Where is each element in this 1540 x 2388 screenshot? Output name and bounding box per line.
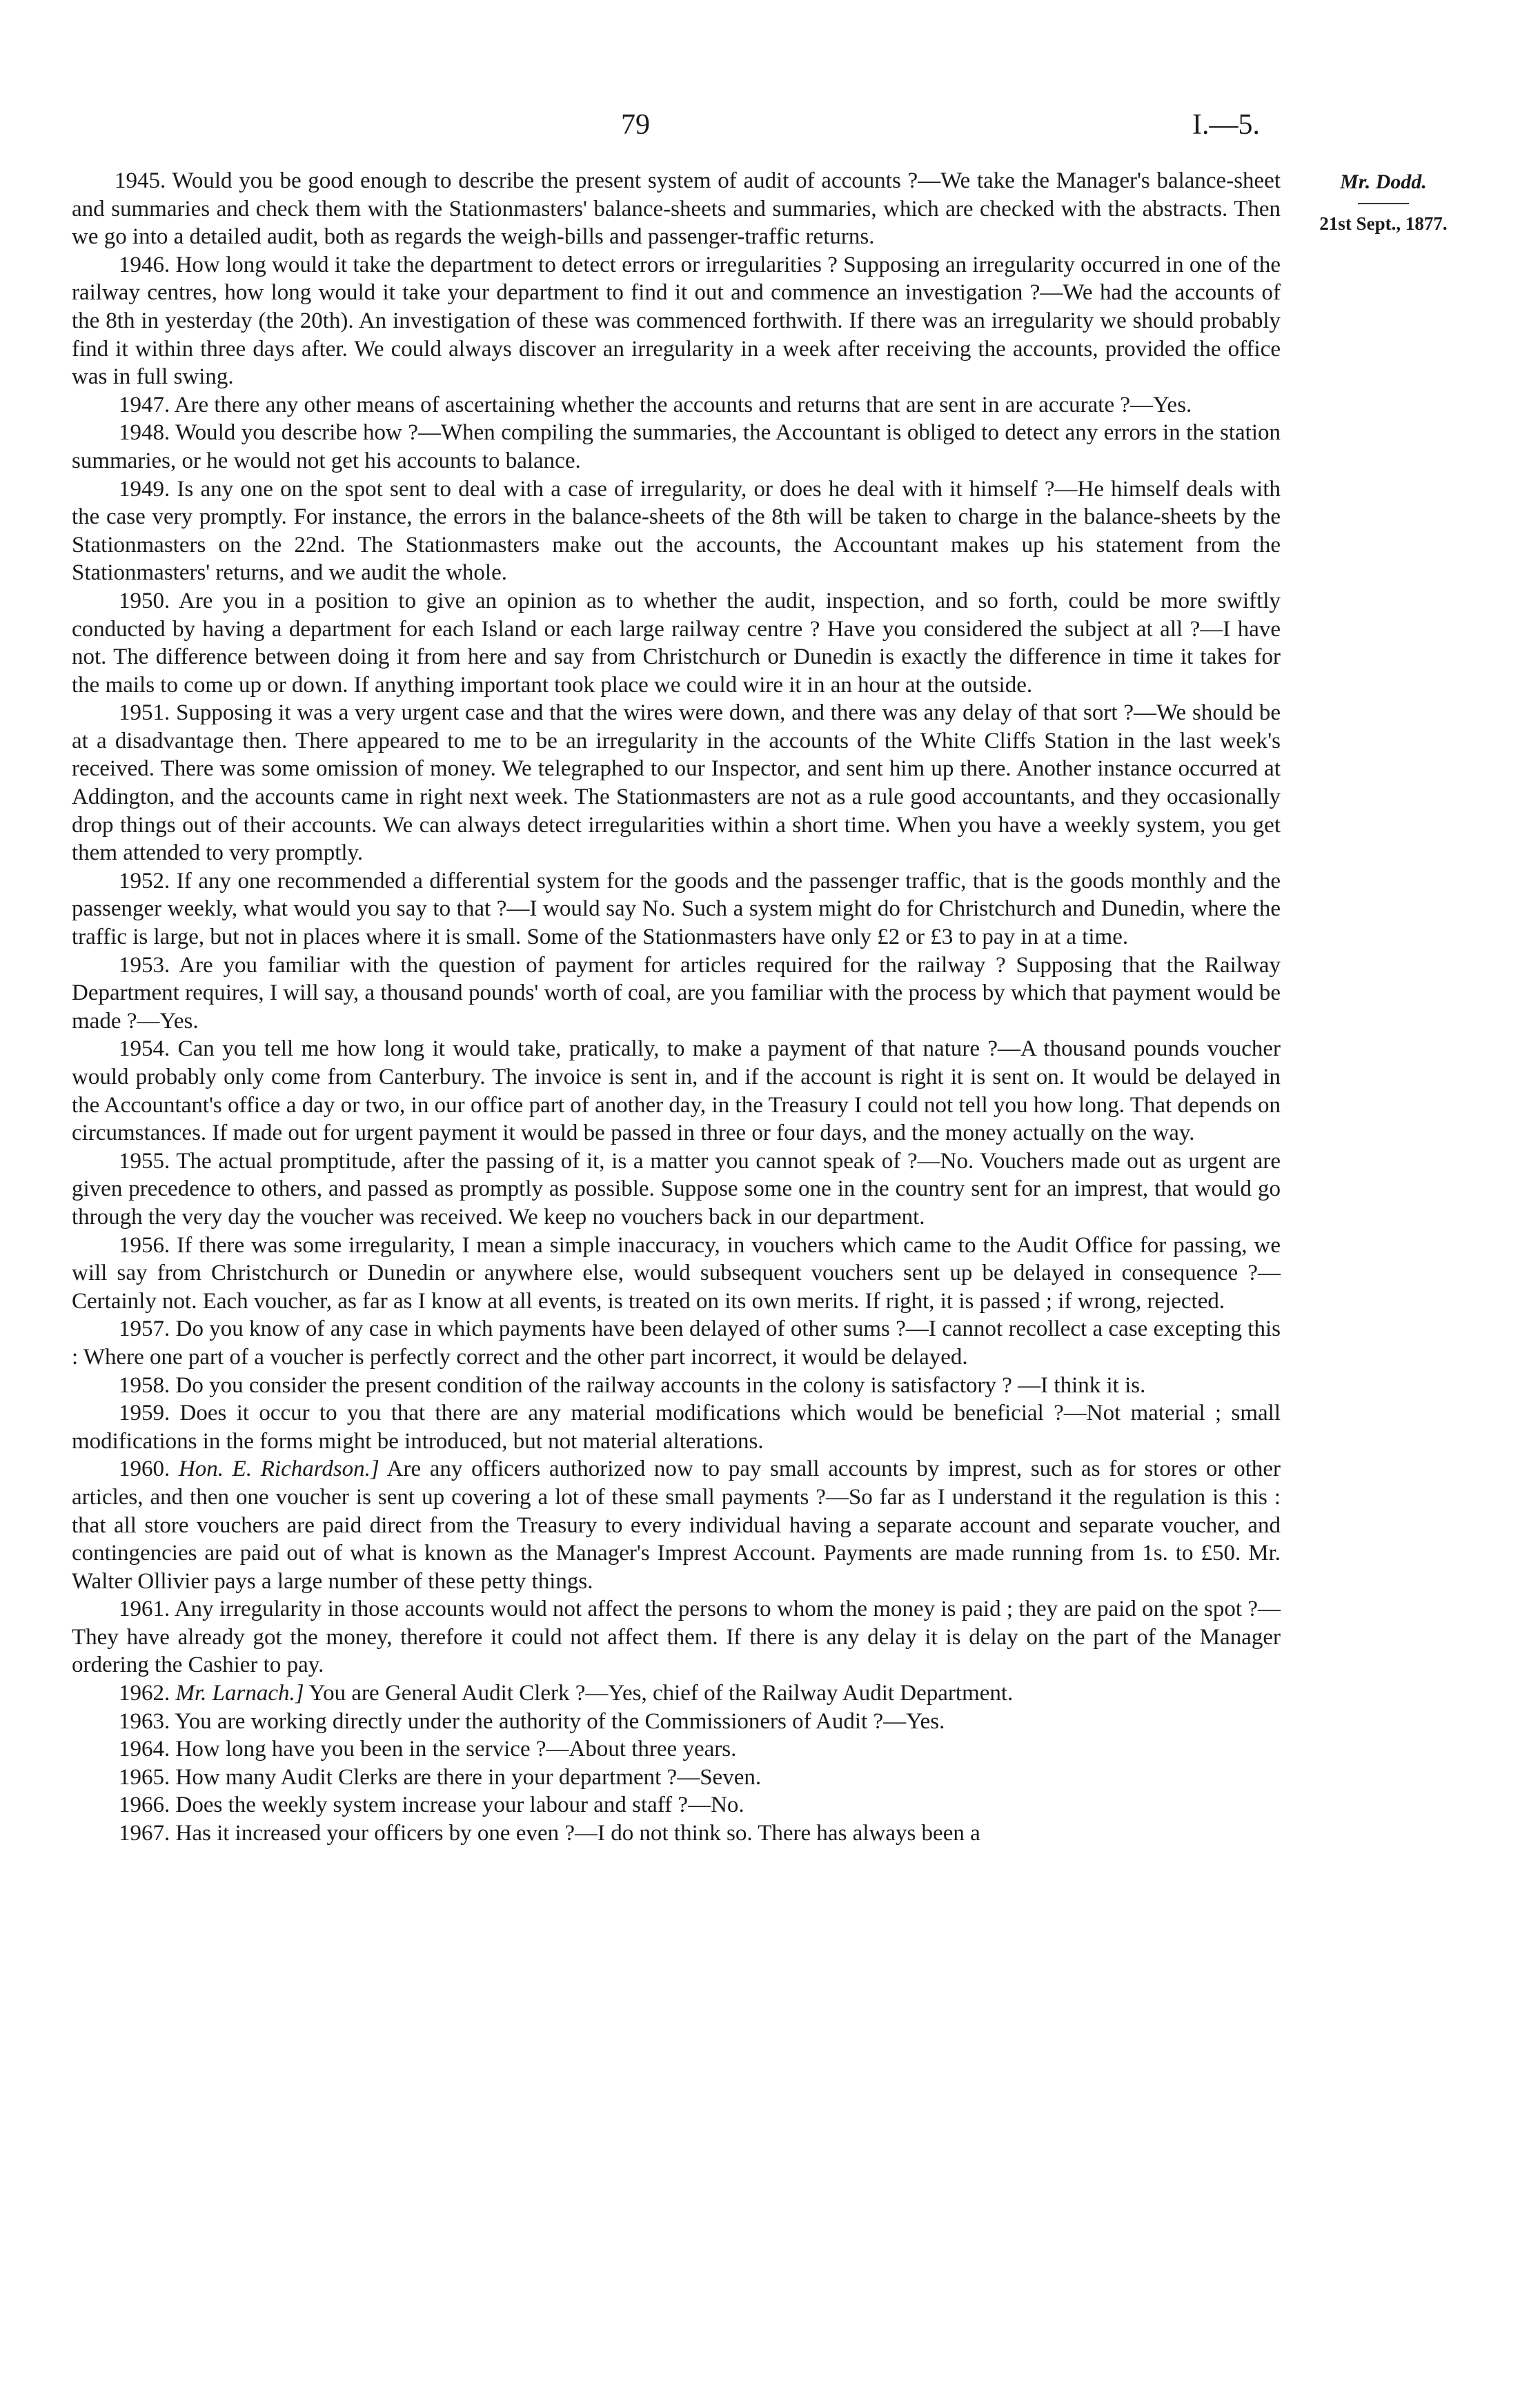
question-paragraph — [72, 1399, 1281, 1455]
question-paragraph — [72, 1595, 1281, 1679]
question-number: 1963. — [119, 1708, 170, 1734]
page-number: 79 — [621, 109, 650, 141]
question-number: 1960. — [119, 1457, 170, 1482]
question-text: Would you describe how ?—When compiling the summaries, the Accountant is obliged to detect any errors in the station summaries, or he would not get his accounts to balance. — [72, 420, 1281, 473]
question-paragraph — [72, 1147, 1281, 1232]
question-number: 1949. — [119, 476, 170, 502]
question-text: How long would it take the department to detect errors or irregularities ? Supposing an irregularity occurred in one of the railway centres, how long would it take your department to find it out and commence an investigation ?—We had the accounts of the 8th in yesterday (the 20th). An investigation of these was commenced forthwith. If there was an irregularity we should probably find it within three days after. We could always discover an irregularity in a week after receiving the accounts, provided the office was in full swing. — [72, 252, 1281, 390]
question-number: 1961. — [119, 1597, 170, 1622]
question-text: Do you know of any case in which payments have been delayed of other sums ?—I cannot recollect a case excepting this : Where one part of a voucher is perfectly correct and the other part incorrect, it would be delayed. — [72, 1316, 1281, 1370]
question-paragraph — [72, 951, 1281, 1036]
question-text: Supposing it was a very urgent case and that the wires were down, and there was any delay of that sort ?—We should be at a disadvantage then. There appeared to me to be an irregularity in the accounts of the White Cliffs Station in the last week's received. There was some omission of money. We telegraphed to our Inspector, and sent him up there. Another instance occurred at Addington, and the accounts came in right next week. The Stationmasters are not as a rule good accountants, and they occasionally drop things out of their accounts. We can always detect irregularities within a short time. When you have a weekly system, you get them attended to very promptly. — [72, 700, 1281, 866]
question-number: 1958. — [119, 1372, 170, 1398]
question-paragraph — [72, 391, 1281, 420]
question-text: Is any one on the spot sent to deal with a case of irregularity, or does he deal with it himself ?—He himself deals with the case very promptly. For instance, the errors in the balance-sheets of the 8th will be taken to charge in the balance-sheets by the Stationmasters on the 22nd. The Stationmasters make out the accounts, the Accountant makes up his statement from the Stationmasters' returns, and we audit the whole. — [72, 476, 1281, 586]
question-number: 1946. — [119, 252, 170, 277]
question-text: You are General Audit Clerk ?—Yes, chief of the Railway Audit Department. — [304, 1681, 1014, 1706]
question-paragraph — [72, 1679, 1281, 1708]
question-paragraph — [72, 1315, 1281, 1371]
question-paragraph — [72, 867, 1281, 951]
question-paragraph — [72, 1708, 1281, 1736]
document-reference: I.—5. — [1192, 109, 1260, 141]
question-paragraph — [72, 587, 1281, 699]
question-number: 1966. — [119, 1793, 170, 1818]
question-text: The actual promptitude, after the passing of it, is a matter you cannot speak of ?—No. Vouchers made out as urgent are given precedence to others, and passed as promptly as possible. Suppose some one in the country sent for an imprest, that would go through the very day the voucher was received. We keep no vouchers back in our department. — [72, 1148, 1281, 1230]
question-paragraph — [72, 419, 1281, 475]
question-number: 1959. — [119, 1401, 170, 1426]
question-text: Do you consider the present condition of the railway accounts in the colony is satisfactory ? —I think it is. — [170, 1372, 1146, 1398]
margin-rule — [1358, 203, 1409, 204]
speaker-name: Hon. E. Richardson.] — [170, 1457, 379, 1482]
question-number: 1951. — [119, 700, 170, 726]
question-number: 1957. — [119, 1316, 170, 1342]
question-number: 1952. — [119, 868, 170, 894]
question-number: 1965. — [119, 1764, 170, 1790]
question-number: 1962. — [119, 1681, 170, 1706]
question-text: Does the weekly system increase your labour and staff ?—No. — [170, 1793, 744, 1818]
speaker-name: Mr. Larnach.] — [170, 1681, 304, 1706]
question-paragraph — [72, 475, 1281, 587]
question-number: 1967. — [119, 1821, 170, 1846]
question-paragraph — [72, 251, 1281, 391]
question-text: How many Audit Clerks are there in your department ?—Seven. — [170, 1764, 762, 1790]
question-number: 1950. — [119, 588, 170, 613]
question-text: You are working directly under the authority of the Commissioners of Audit ?—Yes. — [170, 1708, 945, 1734]
question-paragraph — [72, 699, 1281, 867]
question-number: 1954. — [119, 1036, 170, 1062]
question-paragraph — [72, 1819, 1281, 1848]
question-text: Any irregularity in those accounts would not affect the persons to whom the money is paid ; they are paid on the spot ?—They have already got the money, therefore it could not affect them. If there is any delay it is delay on the part of the Manager ordering the Cashier to pay. — [72, 1597, 1281, 1678]
question-number: 1945. — [115, 168, 166, 193]
question-number: 1955. — [119, 1148, 170, 1174]
question-paragraph — [72, 1372, 1281, 1400]
question-number: 1947. — [119, 392, 170, 417]
examination-date: 21st Sept., 1877. — [1319, 213, 1448, 234]
question-text: Can you tell me how long it would take, pratically, to make a payment of that nature ?—A thousand pounds voucher would probably only come from Canterbury. The invoice is sent in, and if the account is right it is sent on. It would be delayed in the Accountant's office a day or two, in our office part of another day, in the Treasury I could not tell you how long. That depends on circumstances. If made out for urgent payment it would be passed in three or four days, and the money actually on the way. — [72, 1036, 1281, 1146]
question-number: 1964. — [119, 1737, 170, 1762]
question-paragraph — [72, 1232, 1281, 1316]
question-text: Has it increased your officers by one even ?—I do not think so. There has always been a — [170, 1821, 980, 1846]
question-number: 1953. — [119, 952, 170, 978]
question-text: Are there any other means of ascertaining whether the accounts and returns that are sent in are accurate ?—Yes. — [170, 392, 1192, 417]
question-paragraph — [72, 1735, 1281, 1764]
question-text: If any one recommended a differential system for the goods and the passenger traffic, that is the goods monthly and the passenger weekly, what would you say to that ?—I would say No. Such a system might do for Christchurch and Dunedin, where the traffic is large, but not in places where it is small. Some of the Stationmasters have only £2 or £3 to pay in at a time. — [72, 868, 1281, 950]
question-paragraph — [72, 1455, 1281, 1595]
question-text: Does it occur to you that there are any material modifications which would be beneficial ?—Not material ; small modifications in the forms might be introduced, but not material alterations. — [72, 1401, 1281, 1454]
question-number: 1956. — [119, 1232, 170, 1258]
question-text: If there was some irregularity, I mean a simple inaccuracy, in vouchers which came to the Audit Office for passing, we will say from Christchurch or Dunedin or anywhere else, would subsequent vouchers sent up be delayed in consequence ?—Certainly not. Each voucher, as far as I know at all events, is treated on its own merits. If right, it is passed ; if wrong, rejected. — [72, 1232, 1281, 1314]
question-text: How long have you been in the service ?—About three years. — [170, 1737, 737, 1762]
margin-note — [1297, 168, 1470, 237]
question-paragraph — [72, 1035, 1281, 1147]
question-number: 1948. — [119, 420, 170, 446]
question-text: Would you be good enough to describe the present system of audit of accounts ?—We take the Manager's balance-sheet and summaries and check them with the Stationmasters' balance-sheets and summaries, which are checked with the abstracts. Then we go into a detailed audit, both as regards the weigh-bills and passenger-traffic returns. — [72, 168, 1281, 250]
witness-name: Mr. Dodd. — [1340, 170, 1427, 193]
question-paragraph — [72, 1791, 1281, 1819]
question-paragraph — [72, 167, 1281, 251]
question-paragraph — [72, 1764, 1281, 1792]
question-text: Are you familiar with the question of payment for articles required for the railway ? Supposing that the Railway Department requires, I will say, a thousand pounds' worth of coal, are you familiar with the process by which that payment would be made ?—Yes. — [72, 952, 1281, 1034]
evidence-body — [72, 167, 1281, 1848]
question-text: Are any officers authorized now to pay small accounts by imprest, such as for stores or other articles, and then one voucher is sent up covering a lot of these small payments ?—So far as I understand it the regulation is this : that all store vouchers are paid direct from the Treasury to every individual having a separate account and separate voucher, and contingencies are paid out of what is known as the Manager's Imprest Account. Payments are made running from 1s. to £50. Mr. Walter Ollivier pays a large number of these petty things. — [72, 1457, 1281, 1594]
question-text: Are you in a position to give an opinion as to whether the audit, inspection, and so forth, could be more swiftly conducted by having a department for each Island or each large railway centre ? Have you considered the subject at all ?—I have not. The difference between doing it from here and say from Christchurch or Dunedin is exactly the difference in time it takes for the mails to come up or down. If anything important took place we could wire it in an hour at the outside. — [72, 588, 1281, 698]
